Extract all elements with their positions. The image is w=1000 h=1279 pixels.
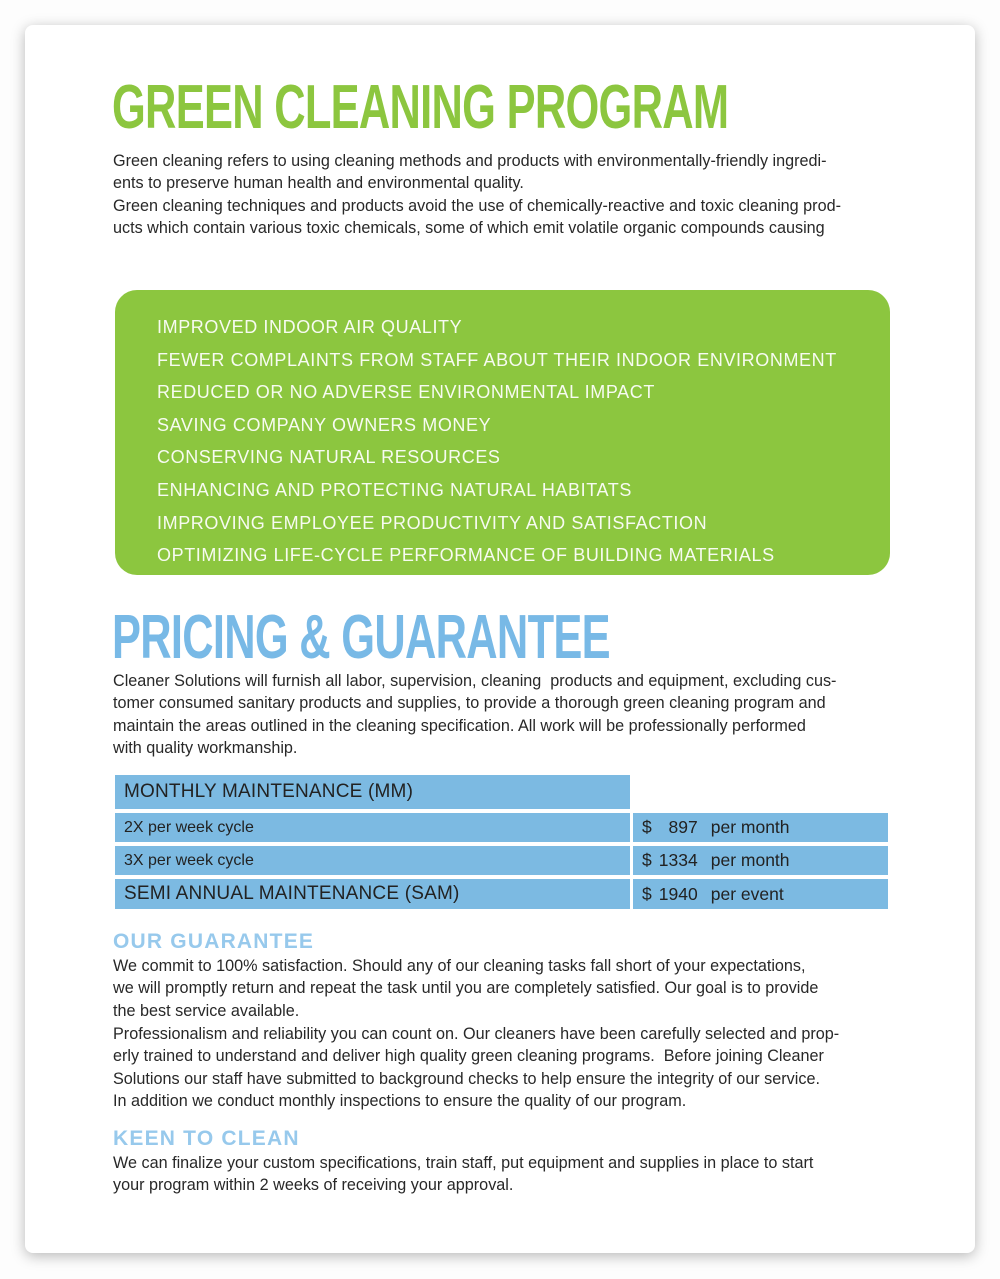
guarantee-paragraph-2 (113, 1023, 839, 1113)
pricing-line: with quality workmanship. (113, 739, 298, 758)
price-amount: 897 (668, 817, 698, 837)
intro-line: ents to preserve human health and environmental quality. (113, 174, 524, 193)
keen-line: your program within 2 weeks of receiving your approval. (113, 1176, 514, 1195)
keen-line: We can finalize your custom specifications, train staff, put equipment and supplies in place to start (113, 1154, 814, 1172)
table-cell-price (633, 813, 888, 842)
table-cell-label: 2X per week cycle (115, 813, 630, 842)
intro-line: ucts which contain various toxic chemicals, some of which emit volatile organic compounds causing (113, 219, 825, 238)
guarantee-line: erly trained to understand and deliver high quality green cleaning programs. Before joining Cleaner (113, 1047, 824, 1066)
guarantee-paragraph-1 (113, 955, 818, 1022)
table-row (115, 813, 888, 842)
guarantee-line: the best service available. (113, 1001, 300, 1020)
benefit-item: REDUCED OR NO ADVERSE ENVIRONMENTAL IMPACT (157, 382, 655, 403)
benefits-box (115, 290, 890, 575)
price-amount: 1334 (658, 850, 698, 870)
guarantee-heading: OUR GUARANTEE (113, 930, 315, 953)
pricing-line: tomer consumed sanitary products and supplies, to provide a thorough green cleaning program and (113, 694, 826, 713)
currency-symbol: $ (642, 883, 652, 904)
table-row (115, 846, 888, 875)
price-unit: per month (710, 817, 790, 837)
intro-line: Green cleaning refers to using cleaning methods and products with environmentally-friendly ingredi- (113, 152, 827, 170)
pricing-table (115, 775, 888, 913)
pricing-heading: PRICING & GUARANTEE (112, 603, 610, 672)
benefit-item: SAVING COMPANY OWNERS MONEY (157, 414, 492, 435)
benefit-item: IMPROVING EMPLOYEE PRODUCTIVITY AND SATISFACTION (157, 512, 708, 533)
pricing-paragraph (113, 670, 836, 760)
currency-symbol: $ (642, 850, 652, 870)
intro-paragraphs (113, 150, 841, 240)
price-unit: per month (710, 850, 790, 870)
pricing-line: maintain the areas outlined in the cleaning specification. All work will be professionally performed (113, 716, 806, 735)
table-header-cell: MONTHLY MAINTENANCE (MM) (115, 775, 630, 809)
guarantee-line: We commit to 100% satisfaction. Should any of our cleaning tasks fall short of your expectations, (113, 957, 806, 975)
table-header-row (115, 775, 888, 809)
table-cell-price (633, 846, 888, 875)
keen-heading: KEEN TO CLEAN (113, 1127, 300, 1150)
guarantee-line: Professionalism and reliability you can count on. Our cleaners have been carefully selected and prop- (113, 1025, 840, 1043)
benefit-item: ENHANCING AND PROTECTING NATURAL HABITATS (157, 479, 632, 500)
guarantee-line: In addition we conduct monthly inspections to ensure the quality of our program. (113, 1092, 687, 1111)
benefit-item: CONSERVING NATURAL RESOURCES (157, 447, 501, 468)
price-unit: per event (710, 883, 784, 904)
pricing-line: Cleaner Solutions will furnish all labor, supervision, cleaning products and equipment, excluding cus- (113, 672, 837, 690)
benefit-item: IMPROVED INDOOR AIR QUALITY (157, 317, 463, 337)
table-row (115, 879, 888, 909)
price-amount: 1940 (658, 883, 698, 904)
table-header-empty-cell (633, 775, 888, 809)
keen-paragraph (113, 1152, 813, 1197)
table-cell-label: SEMI ANNUAL MAINTENANCE (SAM) (115, 879, 630, 909)
guarantee-line: we will promptly return and repeat the task until you are completely satisfied. Our goal is to provide (113, 979, 819, 998)
page-sheet (25, 25, 975, 1253)
guarantee-line: Solutions our staff have submitted to background checks to help ensure the integrity of our service. (113, 1069, 820, 1088)
intro-line: Green cleaning techniques and products avoid the use of chemically-reactive and toxic cleaning prod- (113, 196, 841, 215)
table-cell-label: 3X per week cycle (115, 846, 630, 875)
page-title: GREEN CLEANING PROGRAM (112, 73, 729, 142)
currency-symbol: $ (642, 817, 652, 837)
table-cell-price (633, 879, 888, 909)
benefit-item: OPTIMIZING LIFE-CYCLE PERFORMANCE OF BUILDING MATERIALS (157, 545, 775, 566)
benefit-item: FEWER COMPLAINTS FROM STAFF ABOUT THEIR INDOOR ENVIRONMENT (157, 349, 837, 370)
